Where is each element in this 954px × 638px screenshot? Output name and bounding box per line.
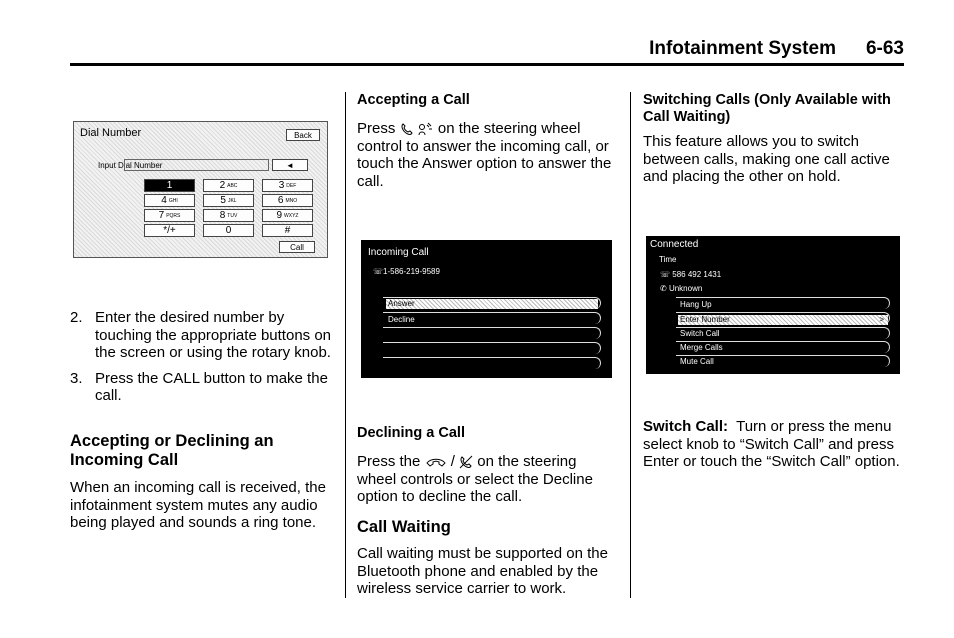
step-item: 2. Enter the desired number by touching the appropriate buttons on the screen or using the rotary knob.	[70, 309, 332, 361]
incoming-call-screen	[361, 240, 612, 378]
incoming-number: ☏1-586-219-9589	[373, 267, 440, 276]
menu-line	[383, 357, 601, 369]
menu-line	[383, 327, 601, 339]
unknown-caller: ✆ Unknown	[660, 284, 703, 293]
key-letters: MNO	[285, 197, 298, 204]
key-letters: TUV	[227, 212, 238, 219]
key-button[interactable]	[262, 179, 313, 192]
key-button[interactable]	[203, 224, 254, 237]
key-button[interactable]	[144, 209, 195, 222]
key-digit: 2	[219, 180, 226, 191]
key-digit: */+	[163, 225, 176, 236]
mute-call-option[interactable]: Mute Call	[680, 357, 714, 366]
key-digit: 7	[158, 210, 165, 221]
dial-input-field[interactable]	[124, 159, 269, 171]
key-digit: #	[284, 225, 291, 236]
mute-icon	[459, 455, 473, 469]
key-letters: ABC	[227, 182, 238, 189]
backspace-button[interactable]: ◄	[272, 159, 308, 171]
key-letters: WXYZ	[284, 212, 299, 219]
accept-decline-body: When an incoming call is received, the infotainment system mutes any audio being played and sounds a ring tone.	[70, 479, 326, 531]
key-button[interactable]	[203, 194, 254, 207]
key-digit: 5	[220, 195, 226, 206]
dial-number-title: Dial Number	[80, 127, 142, 139]
decline-option[interactable]: Decline	[388, 315, 415, 324]
key-button[interactable]	[144, 224, 195, 237]
menu-line	[383, 312, 601, 324]
call-waiting-heading: Call Waiting	[357, 518, 451, 536]
chevron-right-icon: >	[879, 315, 884, 324]
key-digit: 3	[278, 180, 285, 191]
key-letters: JKL	[227, 197, 237, 204]
key-letters: DEF	[286, 182, 297, 189]
voice-icon	[418, 122, 434, 136]
steps-list	[70, 309, 332, 413]
hang-up-icon	[425, 455, 447, 469]
key-digit: 6	[277, 195, 284, 206]
declining-heading: Declining a Call	[357, 425, 465, 441]
switching-body: This feature allows you to switch between calls, making one call active and placing the other on hold.	[643, 133, 890, 185]
accept-decline-heading: Accepting or Declining an Incoming Call	[70, 432, 274, 469]
column-divider-2	[630, 92, 631, 598]
step-item: 3. Press the CALL button to make the call.	[70, 369, 328, 404]
header-rule	[70, 63, 904, 66]
phone-icon: ☏	[373, 267, 384, 276]
switch-call-paragraph: Switch Call: Turn or press the menu select knob to “Switch Call” and press Enter or touch the “Switch Call” option.	[643, 418, 900, 470]
answer-option[interactable]: Answer	[386, 299, 598, 309]
call-waiting-body: Call waiting must be supported on the Bluetooth phone and enabled by the wireless service carrier to work.	[357, 545, 608, 597]
back-button[interactable]: Back	[286, 129, 320, 141]
connected-time: Time	[659, 255, 677, 264]
section-title: Infotainment System	[649, 38, 836, 59]
key-button[interactable]	[262, 209, 313, 222]
call-button[interactable]: Call	[279, 241, 315, 253]
accepting-heading: Accepting a Call	[357, 92, 470, 108]
key-button[interactable]	[262, 194, 313, 207]
switch-call-option[interactable]: Switch Call	[680, 329, 720, 338]
hold-icon: ✆	[660, 284, 667, 293]
merge-calls-option[interactable]: Merge Calls	[680, 343, 723, 352]
connected-call-screen	[646, 236, 900, 374]
input-dial-label: Input Dial Number	[98, 161, 163, 170]
page-header	[649, 38, 904, 60]
key-digit: 9	[276, 210, 283, 221]
key-button[interactable]	[203, 179, 254, 192]
key-button[interactable]	[144, 194, 195, 207]
accepting-body: Press on the steering wheel control to answer the incoming call, or touch the Answer option to answer the call.	[357, 120, 612, 190]
key-button[interactable]	[144, 179, 195, 192]
key-button[interactable]	[262, 224, 313, 237]
hang-up-option[interactable]: Hang Up	[680, 300, 712, 309]
connected-number: ☏ 586 492 1431	[660, 270, 722, 279]
switching-heading: Switching Calls (Only Available with Call Waiting)	[643, 92, 891, 125]
switch-call-label: Switch Call:	[643, 418, 729, 435]
phone-icon	[400, 122, 414, 136]
column-divider-1	[345, 92, 346, 598]
dial-number-screen	[73, 121, 328, 258]
incoming-call-title: Incoming Call	[368, 247, 429, 258]
menu-line	[383, 342, 601, 354]
dial-keypad	[144, 179, 313, 237]
page-number: 6-63	[865, 38, 904, 59]
key-button[interactable]	[203, 209, 254, 222]
key-letters: GHI	[168, 197, 178, 204]
key-digit: 1	[166, 180, 173, 191]
enter-number-option[interactable]: Enter Number >	[678, 315, 888, 325]
declining-body: Press the / on the steering wheel controls or select the Decline option to decline the call.	[357, 453, 593, 505]
phone-icon: ☏	[660, 270, 671, 279]
key-digit: 8	[219, 210, 226, 221]
key-digit: 4	[161, 195, 167, 206]
key-digit: 0	[225, 225, 232, 236]
connected-title: Connected	[650, 239, 699, 250]
key-letters: PQRS	[166, 212, 181, 219]
